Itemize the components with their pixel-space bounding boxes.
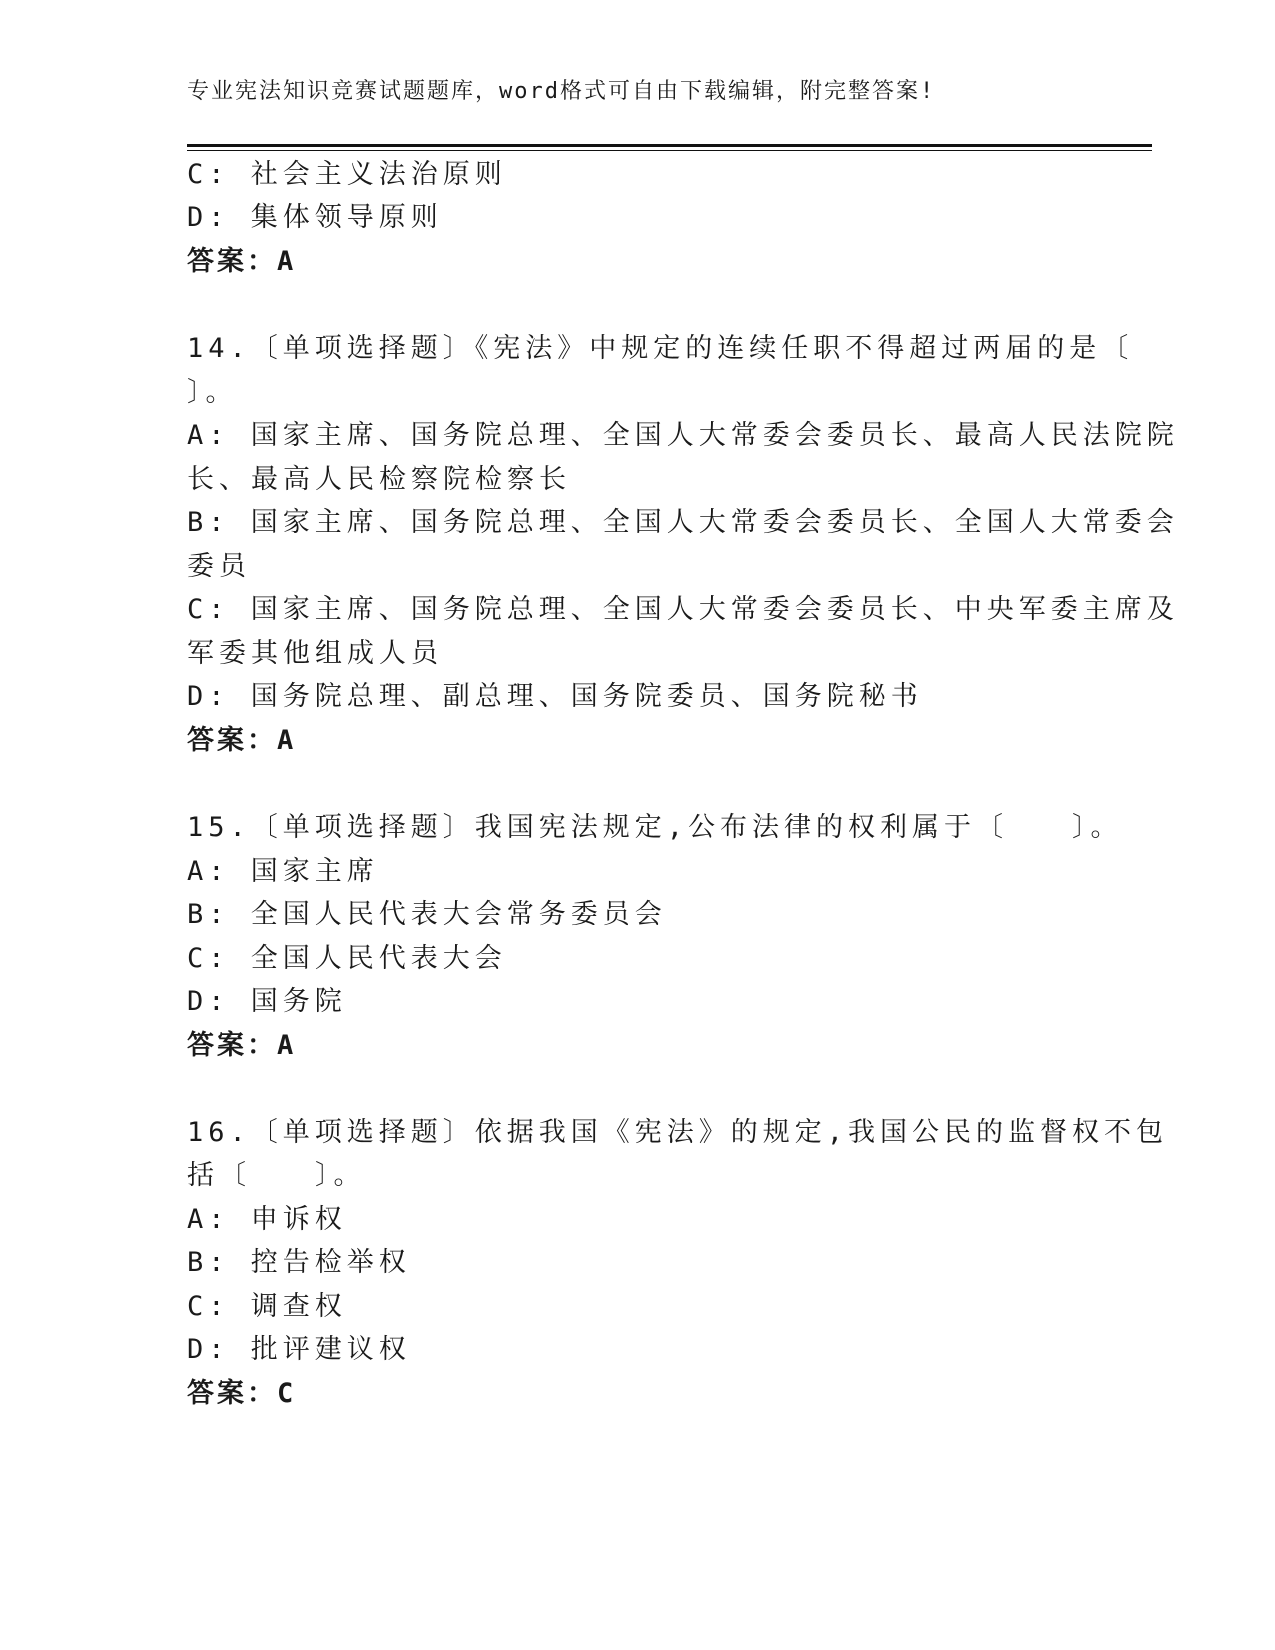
answer-line: 答案：C [187,1378,297,1409]
option-line: C: 社会主义法治原则 [187,159,507,190]
option-line: C: 国家主席、国务院总理、全国人大常委会委员长、中央军委主席及 [187,594,1179,625]
answer-line: 答案：A [187,1030,297,1061]
option-line: D: 批评建议权 [187,1334,411,1365]
header-rule-thick [187,144,1152,147]
question-stem: 〕。 [187,377,238,408]
option-line: A: 申诉权 [187,1204,347,1235]
option-line: 委员 [187,551,251,582]
question-stem: 16.〔单项选择题〕依据我国《宪法》的规定,我国公民的监督权不包 [187,1117,1169,1148]
option-line: A: 国家主席 [187,856,379,887]
question-stem: 15.〔单项选择题〕我国宪法规定,公布法律的权利属于〔 〕。 [187,812,1123,843]
option-line: D: 国务院 [187,986,347,1017]
option-line: B: 全国人民代表大会常务委员会 [187,899,667,930]
option-line: 军委其他组成人员 [187,638,443,669]
header-rule-thin [187,150,1152,151]
question-stem: 括〔 〕。 [187,1160,366,1191]
option-line: C: 全国人民代表大会 [187,943,507,974]
page-header: 专业宪法知识竞赛试题题库，word格式可自由下载编辑，附完整答案! [187,79,936,104]
answer-line: 答案：A [187,246,297,277]
option-line: D: 集体领导原则 [187,202,443,233]
option-line: B: 控告检举权 [187,1247,411,1278]
option-line: A: 国家主席、国务院总理、全国人大常委会委员长、最高人民法院院 [187,420,1179,451]
option-line: D: 国务院总理、副总理、国务院委员、国务院秘书 [187,681,923,712]
option-line: B: 国家主席、国务院总理、全国人大常委会委员长、全国人大常委会 [187,507,1179,538]
question-stem: 14.〔单项选择题〕《宪法》中规定的连续任职不得超过两届的是〔 [187,333,1134,364]
answer-line: 答案：A [187,725,297,756]
option-line: C: 调查权 [187,1291,347,1322]
option-line: 长、最高人民检察院检察长 [187,464,571,495]
